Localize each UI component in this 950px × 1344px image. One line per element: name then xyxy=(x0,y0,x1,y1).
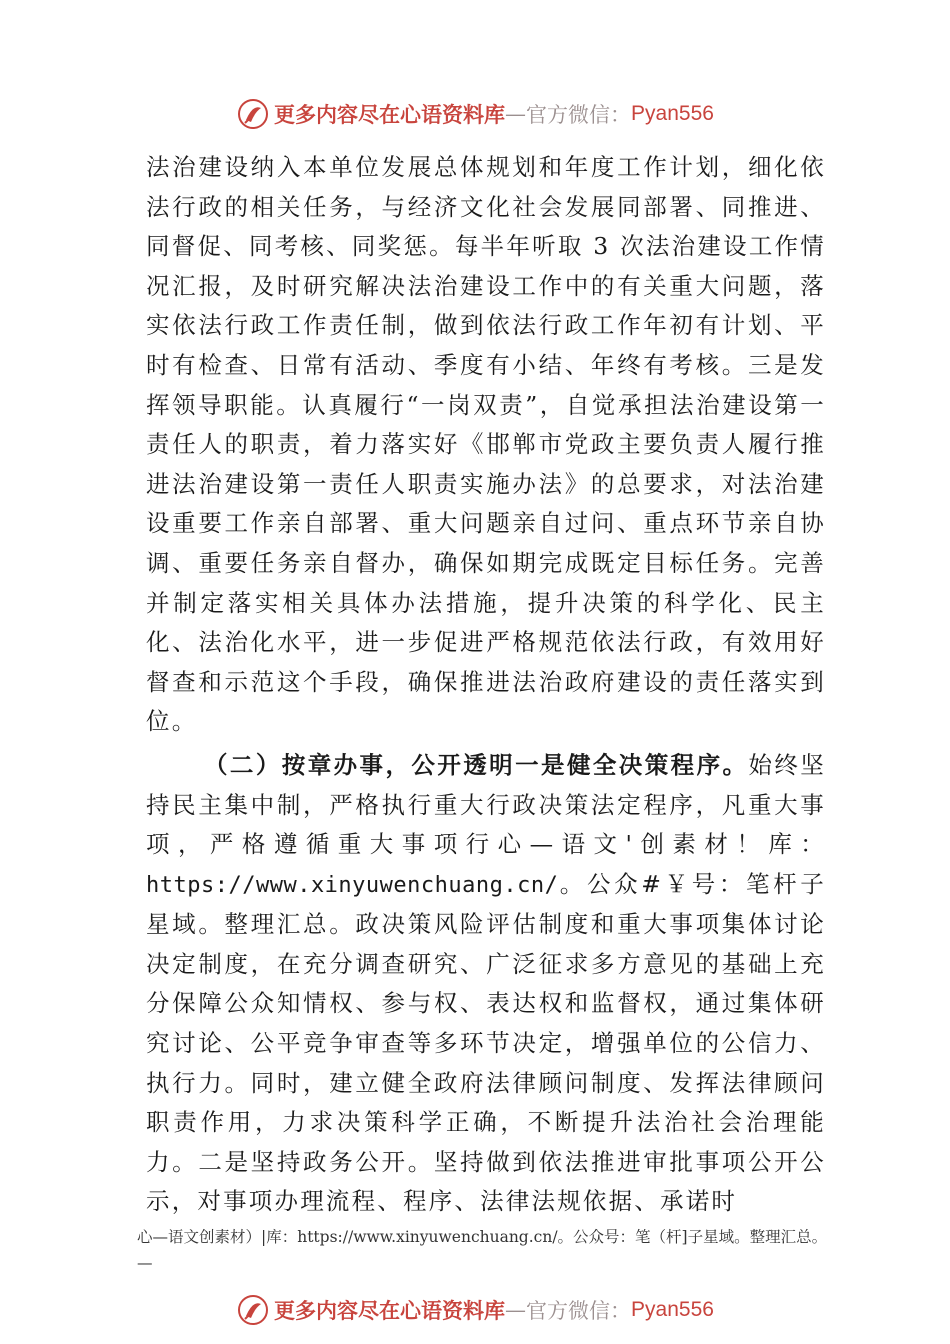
footnote: 心—语文创素材）|库：https://www.xinyuwenchuang.cn/。公众号：笔（杆]子星域。整理汇总。— xyxy=(137,1228,828,1272)
banner-wechat-id: Pyan556 xyxy=(631,1298,714,1321)
section-heading: （二）按章办事，公开透明一是健全决策程序。 xyxy=(204,750,749,779)
logo-icon xyxy=(236,97,270,131)
banner-title: 更多内容尽在心语资料库 xyxy=(274,102,506,127)
banner-wechat-label: 官方微信： xyxy=(526,1299,632,1323)
banner-dash: — xyxy=(505,1298,527,1322)
logo-icon xyxy=(236,1293,270,1327)
document-body xyxy=(146,148,826,1222)
paragraph-2-text-b: 。公众#￥号：笔杆子星域。整理汇总。政决策风险评估制度和重大事项集体讨论决定制度，在充分调查研究、广泛征求多方意见的基础上充分保障公众知情权、参与权、表达权和监督权，通过集体研究讨论、公平竞争审查等多环节决定，增强单位的公信力、执行力。同时，建立健全政府法律顾问制度、发挥法律顾问职责作用，力求决策科学正确，不断提升法治社会治理能力。二是坚持政务公开。坚持做到依法推进审批事项公开公示，对事项办理流程、程序、法律法规依据、承诺时 xyxy=(146,869,826,1216)
banner-wechat-label: 官方微信： xyxy=(526,103,632,127)
paragraph-2-line1: 始终坚 xyxy=(748,750,826,779)
paragraph-1: 法治建设纳入本单位发展总体规划和年度工作计划，细化依法行政的相关任务，与经济文化社会发展同部署、同推进、 同督促、同考核、同奖惩。每半年听取 3 次法治建设工作情况汇报，及时研究解决法治建设工作中的有关重大问题，落实依法行政工作责任制，做到依法行政工作年初有计划、平时有检查、日常有活动、季度有小结、年终有考核。三是发挥领导职能。认真履行“一岗双责”，自觉承担法治建设第一责任人的职责，着力落实好《邯郸市党政主要负责人履行推进法治建设第一责任人职责实施办法》的总要求，对法治建设重要工作亲自部署、重大问题亲自过问、重点环节亲自协调、重要任务亲自督办，确保如期完成既定目标任务。完善并制定落实相关具体办法措施，提升决策的科学化、民主化、法治化水平，进一步促进严格规范依法行政，有效用好督查和示范这个手段，确保推进法治政府建设的责任落实到位。 xyxy=(146,153,826,736)
banner-wechat-id: Pyan556 xyxy=(631,102,714,125)
paragraph-2 xyxy=(146,746,826,1222)
banner-dash: — xyxy=(505,102,527,126)
paragraph-2-indent xyxy=(146,751,204,779)
banner-title: 更多内容尽在心语资料库 xyxy=(274,1298,506,1323)
header-banner xyxy=(0,94,950,134)
paragraph-2-text-a: 持民主集中制，严格执行重大行政决策法定程序，凡重大事项，严格遵循重大事项行心—语文'创素材！库： xyxy=(146,790,826,859)
website-url: https://www.xinyuwenchuang.cn/ xyxy=(146,872,559,898)
footer-banner xyxy=(0,1290,950,1330)
